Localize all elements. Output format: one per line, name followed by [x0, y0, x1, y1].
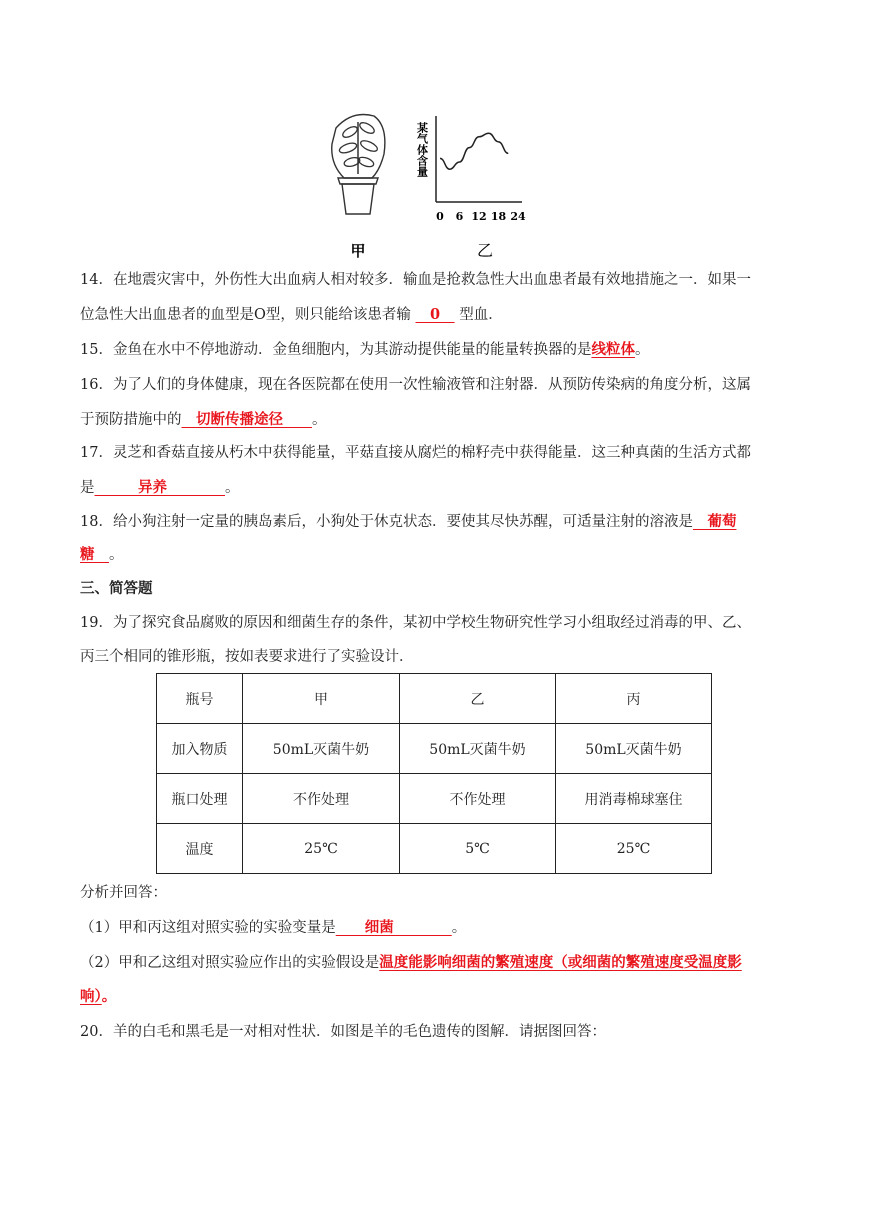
question-20-line-1: 20．羊的白毛和黑毛是一对相对性状．如图是羊的毛色遗传的图解．请据图回答：	[80, 1024, 606, 1040]
table-header-row	[157, 674, 712, 724]
question-19-sub-2-line-1	[80, 952, 789, 974]
question-14-text: 位急性大出血患者的血型是O型，则只能给该患者输	[80, 307, 411, 323]
table-cell: 温度	[157, 824, 243, 874]
question-16-line-2	[80, 409, 789, 431]
table-row	[157, 774, 712, 824]
question-16-text: 于预防措施中的	[80, 412, 182, 428]
x-tick-label: 0	[436, 210, 444, 223]
table-cell: 不作处理	[243, 774, 400, 824]
series-line	[440, 133, 508, 169]
line-chart	[416, 116, 526, 223]
x-tick-label: 12	[471, 210, 487, 223]
question-18-answer-part-2: 糖	[80, 546, 109, 563]
question-19-sub-1-text: （1）甲和丙这组对照实验的实验变量是	[80, 920, 336, 936]
table-row	[157, 824, 712, 874]
question-14-line-1: 14．在地震灾害中，外伤性大出血病人相对较多．输血是抢救急性大出血患者最有效地措施之一．如果一	[80, 272, 751, 288]
figure-label-jia: 甲	[350, 242, 366, 260]
x-tick-label: 24	[510, 210, 526, 223]
question-19-sub-1-answer: 细菌	[335, 919, 452, 936]
question-19-line-1: 19．为了探究食品腐败的原因和细菌生存的条件，某初中学校生物研究性学习小组取经过消毒的甲、乙、	[80, 615, 751, 631]
analysis-prompt: 分析并回答：	[80, 885, 167, 901]
table-row	[157, 724, 712, 774]
question-18-line-2	[80, 544, 789, 566]
question-15	[80, 339, 789, 361]
table-cell: 加入物质	[157, 724, 243, 774]
table-header-cell: 丙	[556, 674, 712, 724]
question-19-sub-1	[80, 917, 789, 939]
question-19-sub-2-answer-part-1: 温度能影响细菌的繁殖速度（或细菌的繁殖速度受温度影	[379, 954, 742, 971]
table-cell: 25℃	[243, 824, 400, 874]
question-15-answer: 线粒体	[591, 341, 635, 358]
question-18-answer-part-1: 葡萄	[692, 513, 737, 530]
question-15-text: 15．金鱼在水中不停地游动．金鱼细胞内，为其游动提供能量的能量转换器的是	[80, 342, 592, 358]
table-cell: 用消毒棉球塞住	[556, 774, 712, 824]
question-16-tail: 。	[312, 412, 327, 428]
question-18-tail: 。	[109, 547, 124, 563]
question-17-text: 是	[80, 480, 95, 496]
question-18-text: 18．给小狗注射一定量的胰岛素后，小狗处于休克状态．要使其尽快苏醒，可适量注射的溶液是	[80, 514, 693, 530]
figure-plant-and-chart	[322, 108, 552, 268]
question-17-answer: 异养	[94, 479, 225, 496]
question-19-sub-1-tail: 。	[451, 920, 467, 936]
x-tick-label: 18	[490, 210, 507, 223]
potted-plant-illustration	[332, 115, 385, 215]
table-cell: 50mL灭菌牛奶	[400, 724, 556, 774]
question-19-sub-2-text: （2）甲和乙这组对照实验应作出的实验假设是	[80, 955, 380, 971]
question-19-sub-2-tail: 。	[101, 988, 117, 1005]
table-cell: 不作处理	[400, 774, 556, 824]
question-19-line-2: 丙三个相同的锥形瓶，按如表要求进行了实验设计．	[80, 649, 414, 665]
table-header-cell: 甲	[243, 674, 400, 724]
question-19-sub-2-answer-part-2: 响）	[80, 988, 102, 1005]
experiment-table	[156, 673, 712, 874]
x-tick-label: 6	[455, 210, 464, 223]
figure-label-yi: 乙	[476, 241, 494, 260]
question-17-line-2	[80, 477, 789, 499]
table-cell: 25℃	[556, 824, 712, 874]
table-cell: 瓶口处理	[157, 774, 243, 824]
question-16-line-1: 16．为了人们的身体健康，现在各医院都在使用一次性输液管和注射器．从预防传染病的角度分析，这属	[80, 377, 751, 393]
question-15-tail: 。	[634, 342, 650, 358]
question-14-tail: 型血．	[459, 307, 503, 323]
table-cell: 5℃	[400, 824, 556, 874]
section-heading: 三、简答题	[80, 581, 153, 597]
question-14-line-2	[80, 304, 789, 326]
table-cell: 50mL灭菌牛奶	[243, 724, 400, 774]
question-16-answer: 切断传播途径	[181, 411, 312, 428]
question-17-line-1: 17．灵芝和香菇直接从朽木中获得能量，平菇直接从腐烂的棉籽壳中获得能量．这三种真菌的生活方式都	[80, 445, 751, 461]
question-17-tail: 。	[225, 480, 240, 496]
table-cell: 50mL灭菌牛奶	[556, 724, 712, 774]
y-axis-label: 某气体含量	[415, 122, 429, 177]
table-header-cell: 乙	[400, 674, 556, 724]
table-header-cell: 瓶号	[157, 674, 243, 724]
question-19-sub-2-line-2	[80, 986, 789, 1008]
question-18-line-1	[80, 511, 789, 533]
question-14-answer: 0	[415, 306, 455, 323]
